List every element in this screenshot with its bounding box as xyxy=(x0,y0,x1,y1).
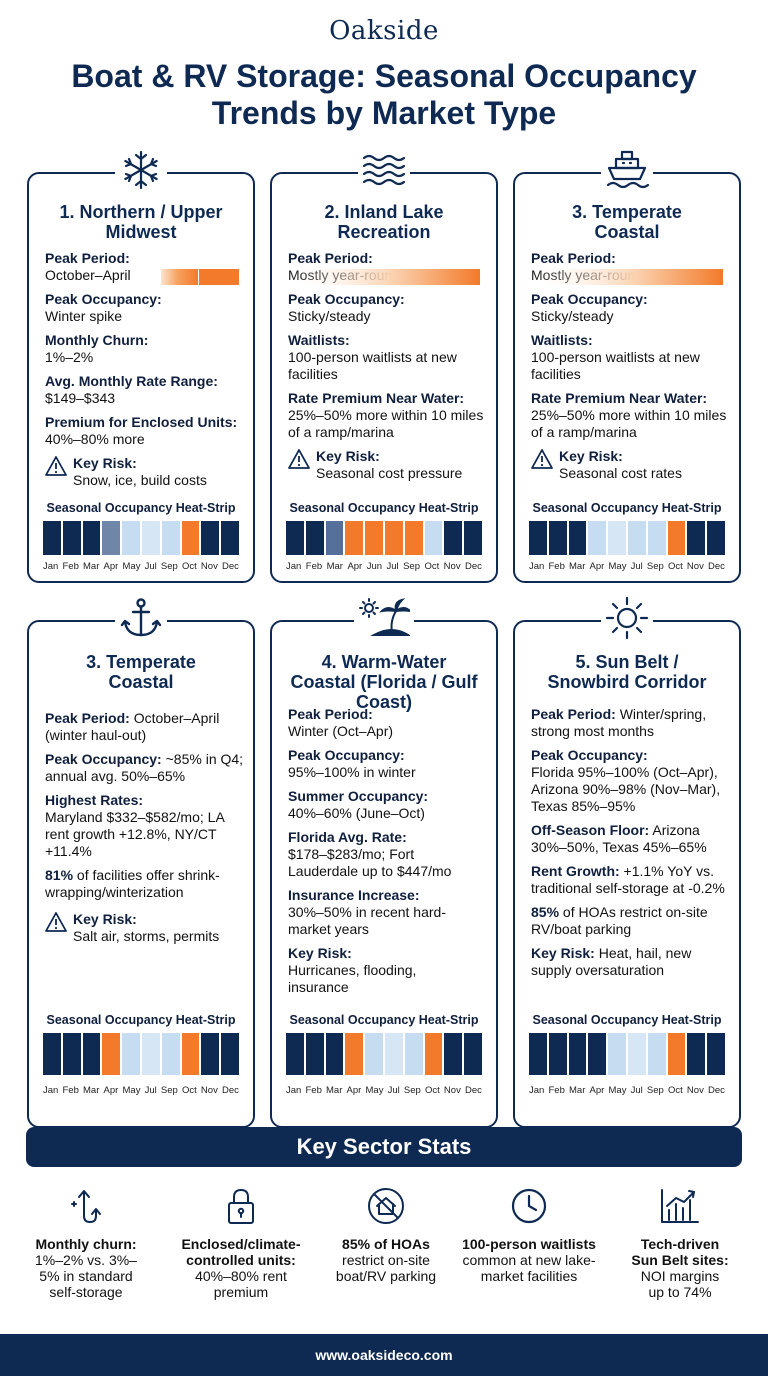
card-title: 1. Northern / Upper Midwest xyxy=(59,202,223,242)
heat-cell xyxy=(425,1033,443,1075)
heat-cell xyxy=(326,1033,344,1075)
heat-cell xyxy=(182,521,200,555)
clock-icon xyxy=(509,1186,549,1226)
market-card-inland-lake: 2. Inland Lake Recreation Peak Period: Peak Occupancy: Sticky/steady Waitlists: 100-person waitlists at new facilities Rate Premium Near Water: 25%–50% more within 10 miles of a ramp/marina Key Risk: Seasonal cost pressure Seasonal Occupancy Heat-Strip Jan Feb Mar Apr Jun Jul Sep Oct Nov Dec xyxy=(270,172,498,583)
heat-cell xyxy=(405,521,423,555)
heat-cell xyxy=(83,1033,101,1075)
heat-strip: Seasonal Occupancy Heat-Strip Jan Feb Mar Apr May Jul Sep Oct Nov Dec xyxy=(286,1013,482,1096)
month-label: May xyxy=(608,561,627,572)
heat-cell xyxy=(142,1033,160,1075)
heat-cell xyxy=(306,1033,324,1075)
month-label: Jan xyxy=(286,1085,302,1096)
heat-cell xyxy=(63,1033,81,1075)
month-label: Oct xyxy=(424,1085,440,1096)
month-label: Apr xyxy=(589,561,605,572)
month-label: Jan xyxy=(529,561,545,572)
month-label: Jul xyxy=(144,1085,157,1096)
heat-cell xyxy=(628,1033,646,1075)
key-risk: Key Risk: Seasonal cost rates xyxy=(531,448,729,482)
market-card-temperate-coastal-a: 3. Temperate Coastal Peak Period: Peak Occupancy: Sticky/steady Waitlists: 100-person waitlists at new facilities Rate Premium Near Water: 25%–50% more within 10 miles of a ramp/marina Key Risk: Seasonal cost rates Seasonal Occupancy Heat-Strip Jan Feb Mar Apr May Jul Sep Oct Nov Dec xyxy=(513,172,741,583)
heat-strip: Seasonal Occupancy Heat-Strip Jan Feb Mar Apr May Jul Sep Oct Nov Dec xyxy=(529,501,725,572)
month-label: Apr xyxy=(347,561,363,572)
month-label: Mar xyxy=(569,1085,586,1096)
heat-cell xyxy=(122,1033,140,1075)
month-label: Nov xyxy=(200,561,218,572)
snowflake-icon xyxy=(115,146,167,194)
heat-cell xyxy=(286,1033,304,1075)
heat-cell xyxy=(668,521,686,555)
month-label: Mar xyxy=(569,561,586,572)
market-card-northern: 1. Northern / Upper Midwest Peak Period: October–April Peak Occupancy: Winter spike Monthly Churn: 1%–2% Avg. Monthly Rate Range: $149–$343 Premium for Enclosed Units: 40%–80% more Key Risk: Snow, ice, build costs Seasonal Occupancy Heat-Strip Jan Feb Mar Apr May Jul Sep Oct Nov Dec xyxy=(27,172,255,583)
month-label: Mar xyxy=(83,1085,100,1096)
month-label: Feb xyxy=(62,1085,79,1096)
heat-cell xyxy=(588,521,606,555)
palm-island-icon xyxy=(354,594,414,642)
heat-cell xyxy=(142,521,160,555)
key-risk: Key Risk: Salt air, storms, permits xyxy=(45,911,247,945)
stat-waitlists: 100-person waitlists common at new lake-market facilities xyxy=(458,1186,600,1284)
month-label: Jan xyxy=(43,561,59,572)
heat-cell xyxy=(464,1033,482,1075)
lock-icon xyxy=(221,1186,261,1226)
footer-url[interactable]: www.oaksideco.com xyxy=(0,1334,768,1376)
heat-cell xyxy=(569,521,587,555)
market-card-temperate-coastal-b: 3. Temperate Coastal Peak Period: October–April (winter haul-out) Peak Occupancy: ~85% in Q4; annual avg. 50%–65% Highest Rates: Maryland $332–$582/mo; LA rent growth +12.8%, NY/CT +11.4% 81% of facilities offer shrink-wrapping/winterization Key Risk: Salt air, storms, permits Seasonal Occupancy Heat-Strip Jan Feb Mar Apr May Jul Sep Oct Nov Dec xyxy=(27,620,255,1128)
month-label: Sep xyxy=(160,561,178,572)
month-label: Apr xyxy=(103,1085,119,1096)
heat-cell xyxy=(63,521,81,555)
month-label: Dec xyxy=(707,561,725,572)
month-label: Sep xyxy=(403,1085,421,1096)
field-peak-period: Peak Period: xyxy=(288,250,486,284)
peak-period-bar xyxy=(161,269,239,285)
heat-cell xyxy=(588,1033,606,1075)
ship-icon xyxy=(601,146,653,194)
month-label: Jun xyxy=(366,561,383,572)
month-label: Jul xyxy=(630,1085,643,1096)
month-label: Oct xyxy=(667,1085,683,1096)
month-label: Nov xyxy=(443,561,461,572)
heat-cell xyxy=(162,1033,180,1075)
heat-cell xyxy=(687,521,705,555)
warning-icon xyxy=(45,456,67,476)
heat-cell xyxy=(707,521,725,555)
heat-cell xyxy=(687,1033,705,1075)
month-label: Mar xyxy=(83,561,100,572)
card-title: 3. Temperate Coastal xyxy=(572,202,682,242)
month-label: Sep xyxy=(646,1085,664,1096)
heat-cell xyxy=(286,521,304,555)
heat-cell xyxy=(608,1033,626,1075)
month-label: Dec xyxy=(221,561,239,572)
month-label: Apr xyxy=(103,561,119,572)
heat-cell xyxy=(306,521,324,555)
heat-cell xyxy=(221,521,239,555)
sun-icon xyxy=(601,594,653,642)
anchor-icon xyxy=(115,594,167,642)
peak-period-bar xyxy=(529,269,723,285)
month-label: Feb xyxy=(548,561,565,572)
month-label: Jul xyxy=(386,561,399,572)
month-label: May xyxy=(122,1085,141,1096)
heat-strip: Seasonal Occupancy Heat-Strip Jan Feb Mar Apr May Jul Sep Oct Nov Dec xyxy=(529,1013,725,1096)
month-label: Oct xyxy=(181,561,197,572)
no-house-icon xyxy=(364,1186,408,1226)
heat-cell xyxy=(425,521,443,555)
month-label: Nov xyxy=(686,561,704,572)
peak-period-bar xyxy=(286,269,480,285)
month-label: Oct xyxy=(181,1085,197,1096)
heat-cell xyxy=(102,1033,120,1075)
heat-cell xyxy=(608,521,626,555)
card-title: 4. Warm-Water Coastal (Florida / Gulf Coast) xyxy=(290,652,478,712)
growth-chart-icon xyxy=(658,1186,702,1226)
month-label: Jul xyxy=(387,1085,400,1096)
page-title: Boat & RV Storage: Seasonal Occupancy Trends by Market Type xyxy=(71,58,697,131)
month-label: Nov xyxy=(443,1085,461,1096)
heat-cell xyxy=(648,521,666,555)
brand-logo: Oakside xyxy=(329,16,439,46)
key-risk: Key Risk: Seasonal cost pressure xyxy=(288,448,486,482)
heat-cell xyxy=(529,1033,547,1075)
card-title: 3. Temperate Coastal xyxy=(86,652,196,692)
field-peak-period: Peak Period: October–April xyxy=(45,250,243,284)
heat-cell xyxy=(464,521,482,555)
heat-cell xyxy=(201,1033,219,1075)
heat-cell xyxy=(162,521,180,555)
heat-cell xyxy=(221,1033,239,1075)
month-label: Feb xyxy=(62,561,79,572)
month-label: Jul xyxy=(630,561,643,572)
month-label: Apr xyxy=(589,1085,605,1096)
heat-cell xyxy=(365,1033,383,1075)
month-label: Dec xyxy=(707,1085,725,1096)
heat-cell xyxy=(43,521,61,555)
month-label: Jan xyxy=(529,1085,545,1096)
month-label: Dec xyxy=(465,561,482,572)
card-title: 5. Sun Belt / Snowbird Corridor xyxy=(547,652,707,692)
heat-cell xyxy=(345,521,363,555)
month-label: Feb xyxy=(305,561,323,572)
heat-cell xyxy=(648,1033,666,1075)
heat-cell xyxy=(326,521,344,555)
heat-cell xyxy=(182,1033,200,1075)
heat-cell xyxy=(385,1033,403,1075)
heat-cell xyxy=(707,1033,725,1075)
month-label: Nov xyxy=(200,1085,218,1096)
month-label: May xyxy=(365,1085,384,1096)
month-label: Apr xyxy=(346,1085,362,1096)
heat-strip: Seasonal Occupancy Heat-Strip Jan Feb Mar Apr May Jul Sep Oct Nov Dec xyxy=(43,501,239,572)
heat-cell xyxy=(83,521,101,555)
heat-strip: Seasonal Occupancy Heat-Strip Jan Feb Mar Apr May Jul Sep Oct Nov Dec xyxy=(43,1013,239,1096)
card-title: 2. Inland Lake Recreation xyxy=(324,202,444,242)
field-peak-period: Peak Period: xyxy=(531,250,729,284)
heat-cell xyxy=(365,521,383,555)
month-label: May xyxy=(608,1085,627,1096)
warning-icon xyxy=(531,449,553,469)
month-label: Oct xyxy=(424,561,440,572)
heat-cell xyxy=(444,521,462,555)
stat-hoa-restrictions: 85% of HOAs restrict on-site boat/RV parking xyxy=(316,1186,456,1284)
market-card-sun-belt: 5. Sun Belt / Snowbird Corridor Peak Period: Winter/spring, strong most months Peak Occupancy: Florida 95%–100% (Oct–Apr), Arizona 90%–98% (Nov–Mar), Texas 85%–95% Off-Season Floor: Arizona 30%–50%, Texas 45%–65% Rent Growth: +1.1% YoY vs. traditional self-storage at -0.2% 85% of HOAs restrict on-site RV/boat parking Key Risk: Heat, hail, new supply oversaturation Seasonal Occupancy Heat-Strip Jan Feb Mar Apr May Jul Sep Oct Nov Dec xyxy=(513,620,741,1128)
heat-cell xyxy=(549,1033,567,1075)
month-label: Feb xyxy=(548,1085,565,1096)
month-label: Sep xyxy=(160,1085,178,1096)
heat-cell xyxy=(122,521,140,555)
month-label: Dec xyxy=(464,1085,482,1096)
heat-cell xyxy=(102,521,120,555)
month-label: Feb xyxy=(305,1085,322,1096)
heat-cell xyxy=(668,1033,686,1075)
heat-strip: Seasonal Occupancy Heat-Strip Jan Feb Mar Apr Jun Jul Sep Oct Nov Dec xyxy=(286,501,482,572)
waves-icon xyxy=(358,146,410,194)
heat-cell xyxy=(43,1033,61,1075)
heat-cell xyxy=(569,1033,587,1075)
stat-tech-sites: Tech-driven Sun Belt sites: NOI margins up to 74% xyxy=(606,1186,754,1300)
heat-cell xyxy=(405,1033,423,1075)
market-card-warm-water-coastal: 4. Warm-Water Coastal (Florida / Gulf Coast) Peak Period: Winter (Oct–Apr) Peak Occupancy: 95%–100% in winter Summer Occupancy: 40%–60% (June–Oct) Florida Avg. Rate: $178–$283/mo; Fort Lauderdale up to $447/mo Insurance Increase: 30%–50% in recent hard-market years Key Risk: Hurricanes, flooding, insurance Seasonal Occupancy Heat-Strip Jan Feb Mar Apr May Jul Sep Oct Nov Dec xyxy=(270,620,498,1128)
month-label: Mar xyxy=(326,561,343,572)
month-label: Jan xyxy=(286,561,302,572)
key-sector-stats-banner: Key Sector Stats xyxy=(26,1127,742,1167)
month-label: Nov xyxy=(686,1085,704,1096)
heat-cell xyxy=(444,1033,462,1075)
warning-icon xyxy=(288,449,310,469)
heat-cell xyxy=(201,521,219,555)
stat-enclosed-units: Enclosed/climate-controlled units: 40%–80% rent premium xyxy=(168,1186,314,1300)
month-label: Dec xyxy=(221,1085,239,1096)
key-risk: Key Risk: Snow, ice, build costs xyxy=(45,455,243,489)
heat-cell xyxy=(549,521,567,555)
month-label: Sep xyxy=(403,561,420,572)
warning-icon xyxy=(45,912,67,932)
heat-cell xyxy=(628,521,646,555)
month-label: Jul xyxy=(144,561,157,572)
heat-cell xyxy=(345,1033,363,1075)
month-label: Sep xyxy=(646,561,664,572)
heat-cell xyxy=(385,521,403,555)
stat-monthly-churn: Monthly churn: 1%–2% vs. 3%–5% in standard self-storage xyxy=(16,1186,156,1300)
churn-arrows-icon xyxy=(64,1186,108,1226)
month-label: Jan xyxy=(43,1085,59,1096)
month-label: Oct xyxy=(667,561,683,572)
month-label: Mar xyxy=(326,1085,343,1096)
heat-cell xyxy=(529,521,547,555)
month-label: May xyxy=(122,561,141,572)
